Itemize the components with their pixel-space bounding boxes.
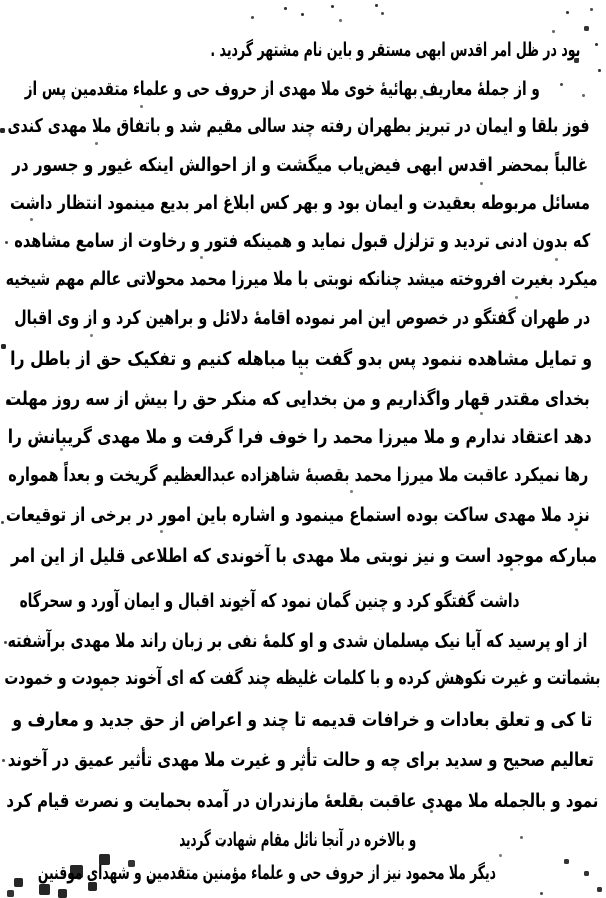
manuscript-line: مسائل مربوطه بعقیدت و ایمان بود و بهر کس ابلاغ امر بدیع مینمود انتظار داشت bbox=[9, 192, 590, 214]
manuscript-line: بشماتت و غیرت نکوهش کرده و با کلمات غلیظه چند گفت که ای آخوند جمودت و خمودت bbox=[3, 667, 600, 689]
manuscript-line: داشت گفتگو کرد و چنین گمان نمود که آخوند اقبال و ایمان آورد و سحرگاه bbox=[19, 590, 520, 612]
manuscript-line: تا کی و تعلق بعادات و خرافات قدیمه تا چند و اعراض از حق جدید و معارف و bbox=[11, 709, 592, 731]
manuscript-line: فوز بلقا و ایمان در تبریز بطهران رفته چند سالی مقیم شد و باتفاق ملا مهدی کندی bbox=[7, 115, 590, 137]
manuscript-line: تعالیم صحیح و سدید برای چه و حالت تأثر و غیرت ملا مهدی تأثیر عمیق در آخوند bbox=[7, 749, 594, 771]
manuscript-line: دیگر ملا محمود نیز از حروف حی و علماء مؤمنین متقدمین و شهدای موقنین bbox=[38, 862, 496, 884]
manuscript-line: نزد ملا مهدی ساکت بوده استماع مینمود و اشاره باین امور در برخی از توقیعات bbox=[6, 504, 590, 526]
manuscript-line: غالباً بمحضر اقدس ابهی فیض‌یاب میگشت و از احوالش اینکه غیور و جسور در bbox=[11, 154, 588, 176]
manuscript-line: نمود و بالجمله ملا مهدی عاقبت بقلعهٔ مازندران در آمده بحمایت و نصرت قیام کرد bbox=[5, 790, 598, 812]
manuscript-line: بخدای مقتدر قهار واگذاریم و من بخدایی که منکر حق را بیش از سه روز مهلت bbox=[6, 388, 590, 410]
manuscript-line: رها نمیکرد عاقبت ملا میرزا محمد بقصبهٔ شاهزاده عبدالعظیم گریخت و بعداً همواره bbox=[8, 464, 588, 486]
manuscript-line: میکرد بغیرت افروخته میشد چنانکه نوبتی با ملا میرزا محمد محولاتی عالم مهم شیخیه bbox=[6, 268, 598, 290]
manuscript-line: از او پرسید که آیا نیک مسلمان شدی و او کلمهٔ نفی بر زبان راند ملا مهدی برآشفته bbox=[6, 630, 587, 652]
scan-noise bbox=[0, 0, 1, 1]
manuscript-line: مبارکه موجود است و نیز نوبتی ملا مهدی با آخوندی که اطلاعی قلیل از این امر bbox=[11, 545, 597, 567]
manuscript-line: بود در ظل امر اقدس ابهی مستقر و باین نام مشتهر گردید . bbox=[210, 39, 580, 61]
manuscript-line: و از جملهٔ معاریف بهائیهٔ خوی ملا مهدی از حروف حی و علماء متقدمین پس از bbox=[24, 78, 540, 100]
manuscript-line: دهد اعتقاد ندارم و ملا میرزا محمد را خوف فرا گرفت و ملا مهدی گریبانش را bbox=[7, 426, 592, 448]
manuscript-line: که بدون ادنی تردید و تزلزل قبول نماید و همینکه فتور و رخاوت از سامع مشاهده bbox=[14, 230, 590, 252]
manuscript-line: در طهران گفتگو در خصوص این امر نموده اقامهٔ دلائل و براهین کرد و از وی اقبال bbox=[14, 307, 590, 329]
manuscript-line: و بالاخره در آنجا نائل مقام شهادت گردید bbox=[178, 829, 416, 851]
manuscript-line: و تمایل مشاهده ننمود پس بدو گفت بیا مباهله کنیم و تفکیک حق از باطل را bbox=[10, 348, 592, 370]
